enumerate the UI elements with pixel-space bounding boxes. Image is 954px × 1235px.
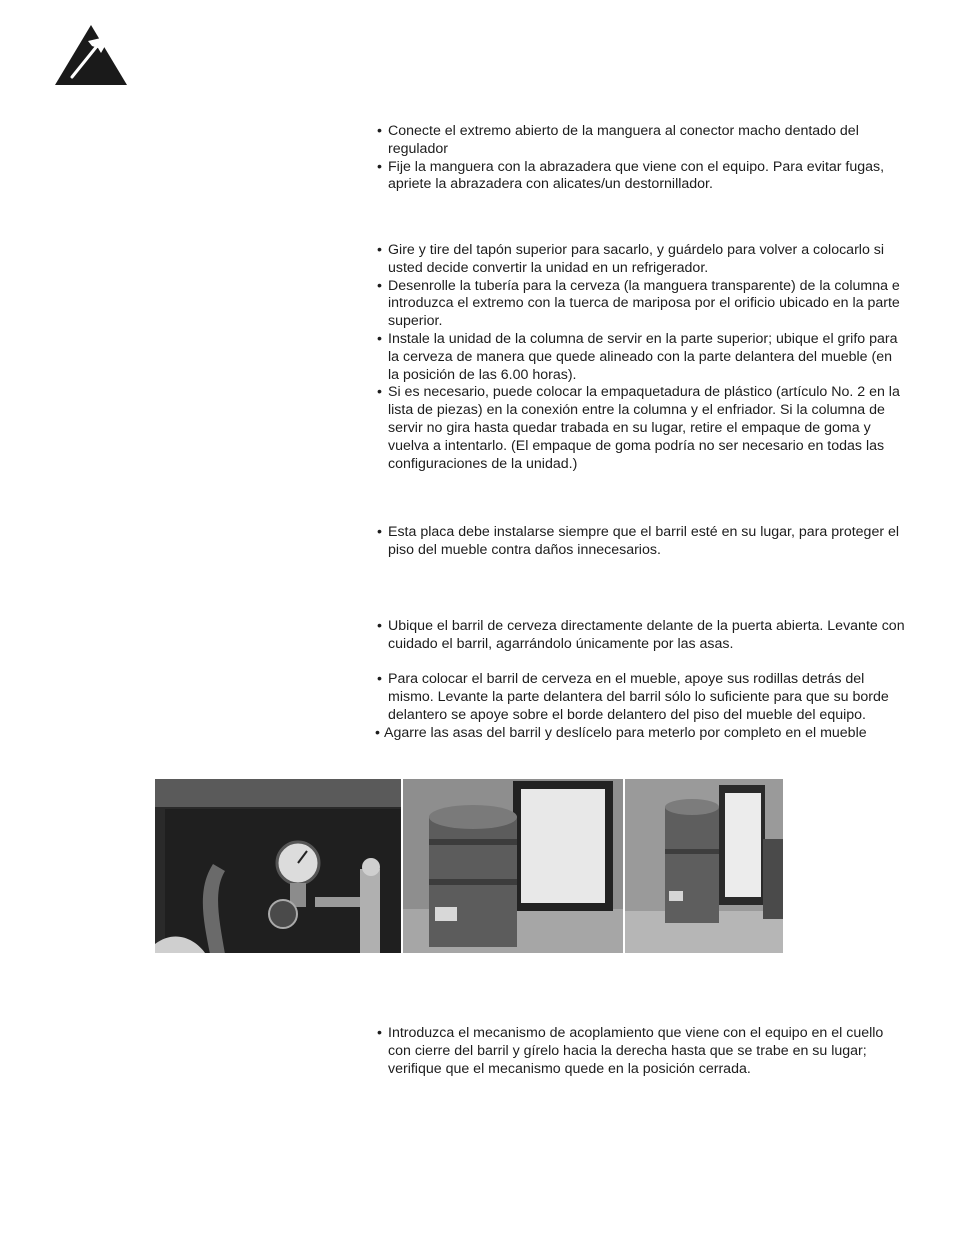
list-item: • Ubique el barril de cerveza directamente delante de la puerta abierta. Levante con cuidado el barril, agarrándolo únicamente por las asas. <box>377 618 905 652</box>
hammer-warning-icon <box>54 24 128 86</box>
list-item: • Si es necesario, puede colocar la empaquetadura de plástico (artículo No. 2 en la lista de piezas) en la conexión entre la columna y el enfriador. Si la columna de servir no gira hasta quedar trabada en su lugar, retire el empaque de goma y vuelva a intentarlo. (El empaque de goma podría no ser necesario en todas las configuraciones de la unidad.) <box>377 384 900 472</box>
section-floor-plate <box>376 524 906 560</box>
regulator-photo <box>155 779 401 953</box>
list-item: • Agarre las asas del barril y deslícelo para meterlo por completo en el mueble <box>375 724 867 741</box>
list-item: • Introduzca el mecanismo de acoplamiento que viene con el equipo en el cuello con cierre del barril y gírelo hacia la derecha hasta que se trabe en su lugar; verifique que el mecanismo quede en la posición cerrada. <box>377 1025 884 1077</box>
section-tap-column <box>376 242 906 473</box>
list-item: • Para colocar el barril de cerveza en el mueble, apoye sus rodillas detrás del mismo. Levante la parte delantera del barril sólo lo suficiente para que su borde delantero se apoye sobre el borde delantero del piso del mueble del equipo. <box>377 671 889 723</box>
keg-cabinet-photo <box>403 779 623 953</box>
section-regulator-hose <box>376 123 906 194</box>
list-item: • Instale la unidad de la columna de servir en la parte superior; ubique el grifo para la cerveza de manera que quede alineado con la parte delantera del mueble (en la posición de las 6.00 horas). <box>377 330 898 383</box>
photo-strip <box>155 779 783 953</box>
section-keg-placement <box>376 618 906 743</box>
list-item: • Conecte el extremo abierto de la manguera al conector macho dentado del regulador <box>377 123 859 157</box>
list-item: • Desenrolle la tubería para la cerveza (la manguera transparente) de la columna e introduzca el extremo con la tuerca de mariposa por el orificio ubicado en la parte superior. <box>377 277 900 330</box>
list-item: • Fije la manguera con la abrazadera que viene con el equipo. Para evitar fugas, apriete la abrazadera con alicates/un destornillador. <box>377 158 885 193</box>
section-coupler <box>376 1025 906 1078</box>
keg-inside-photo <box>625 779 783 953</box>
list-item: • Gire y tire del tapón superior para sacarlo, y guárdelo para volver a colocarlo si usted decide convertir la unidad en un refrigerador. <box>377 242 885 276</box>
list-item: • Esta placa debe instalarse siempre que el barril esté en su lugar, para proteger el piso del mueble contra daños innecesarios. <box>377 524 900 558</box>
